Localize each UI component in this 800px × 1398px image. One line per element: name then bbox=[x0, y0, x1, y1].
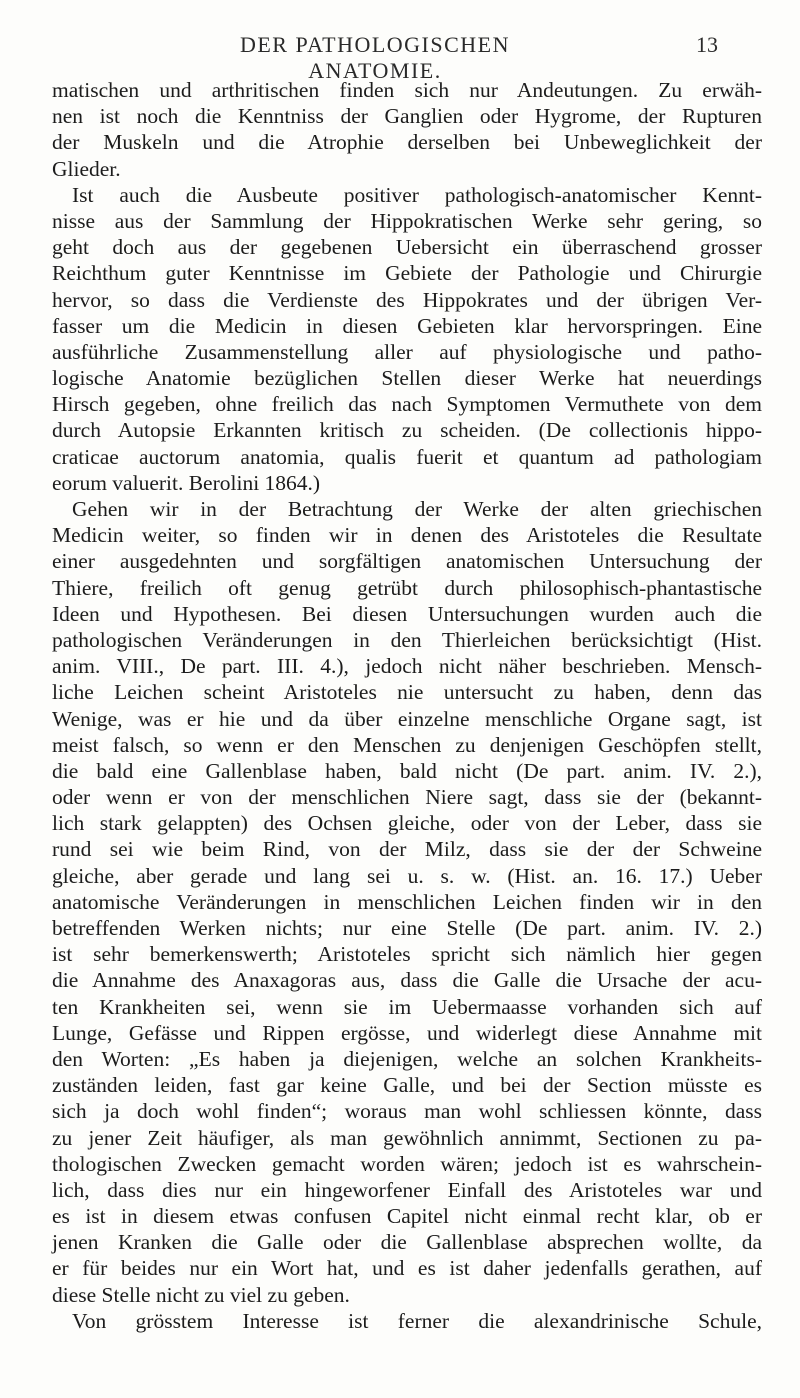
text-line: meist falsch, so wenn er den Menschen zu denjenigen Geschöpfen stellt, bbox=[52, 732, 762, 757]
text-line: der Muskeln und die Atrophie derselben bei Unbeweglichkeit der bbox=[52, 130, 762, 155]
text-line: Glieder. bbox=[52, 156, 121, 181]
text-line: gleiche, aber gerade und lang sei u. s. w. (Hist. an. 16. 17.) Ueber bbox=[52, 863, 762, 888]
text-line: oder wenn er von der menschlichen Niere sagt, dass sie der (bekannt- bbox=[52, 785, 762, 810]
text-line: zu jener Zeit häufiger, als man gewöhnlich annimmt, Sectionen zu pa- bbox=[52, 1125, 762, 1150]
text-line: Reichthum guter Kenntnisse im Gebiete der Pathologie und Chirurgie bbox=[52, 261, 762, 286]
text-line: liche Leichen scheint Aristoteles nie untersucht zu haben, denn das bbox=[52, 680, 762, 705]
text-line: durch Autopsie Erkannten kritisch zu scheiden. (De collectionis hippo- bbox=[52, 418, 762, 443]
text-line: den Worten: „Es haben ja diejenigen, welche an solchen Krankheits- bbox=[52, 1046, 762, 1071]
text-line: die bald eine Gallenblase haben, bald nicht (De part. anim. IV. 2.), bbox=[52, 758, 762, 783]
text-line: craticae auctorum anatomia, qualis fuerit et quantum ad pathologiam bbox=[52, 444, 762, 469]
text-line: Von grösstem Interesse ist ferner die alexandrinische Schule, bbox=[72, 1308, 762, 1333]
text-line: geht doch aus der gegebenen Uebersicht ein überraschend grosser bbox=[52, 235, 762, 260]
text-line: es ist in diesem etwas confusen Capitel nicht einmal recht klar, ob er bbox=[52, 1204, 762, 1229]
text-line: nen ist noch die Kenntniss der Ganglien oder Hygrome, der Rupturen bbox=[52, 104, 762, 129]
text-line: sich ja doch wohl finden“; woraus man wohl schliessen könnte, dass bbox=[52, 1099, 762, 1124]
text-line: anatomische Veränderungen in menschlichen Leichen finden wir in den bbox=[52, 889, 762, 914]
text-line: hervor, so dass die Verdienste des Hippokrates und der übrigen Ver- bbox=[52, 287, 762, 312]
text-line: rund sei wie beim Rind, von der Milz, dass sie der der Schweine bbox=[52, 837, 762, 862]
text-line: nisse aus der Sammlung der Hippokratischen Werke sehr gering, so bbox=[52, 208, 762, 233]
text-line: Thiere, freilich oft genug getrübt durch philosophisch-phantastische bbox=[52, 575, 762, 600]
text-line: diese Stelle nicht zu viel zu geben. bbox=[52, 1282, 350, 1307]
text-line: einer ausgedehnten und sorgfältigen anatomischen Untersuchung der bbox=[52, 549, 762, 574]
text-line: Gehen wir in der Betrachtung der Werke der alten griechischen bbox=[72, 497, 762, 521]
page-number: 13 bbox=[696, 32, 718, 57]
text-line: anim. VIII., De part. III. 4.), jedoch nicht näher beschrieben. Mensch- bbox=[52, 654, 762, 679]
text-line: jenen Kranken die Galle oder die Gallenblase absprechen wollte, da bbox=[52, 1230, 762, 1255]
text-line: Wenige, was er hie und da über einzelne menschliche Organe sagt, ist bbox=[52, 706, 762, 731]
text-line: zuständen leiden, fast gar keine Galle, und bei der Section müsste es bbox=[52, 1073, 762, 1098]
text-line: Lunge, Gefässe und Rippen ergösse, und widerlegt diese Annahme mit bbox=[52, 1020, 762, 1045]
text-line: matischen und arthritischen finden sich nur Andeutungen. Zu erwäh- bbox=[52, 78, 762, 102]
text-line: logische Anatomie bezüglichen Stellen dieser Werke hat neuerdings bbox=[52, 366, 762, 391]
text-line: die Annahme des Anaxagoras aus, dass die Galle die Ursache der acu- bbox=[52, 968, 762, 993]
text-line: pathologischen Veränderungen in den Thierleichen berücksichtigt (Hist. bbox=[52, 627, 762, 652]
text-line: Hirsch gegeben, ohne freilich das nach Symptomen Vermuthete von dem bbox=[52, 392, 762, 417]
text-line: ist sehr bemerkenswerth; Aristoteles spricht sich nämlich hier gegen bbox=[52, 942, 762, 967]
running-head: DER PATHOLOGISCHEN ANATOMIE. bbox=[239, 32, 511, 83]
text-line: fasser um die Medicin in diesen Gebieten klar hervorspringen. Eine bbox=[52, 313, 762, 338]
text-line: ten Krankheiten sei, wenn sie im Uebermaasse vorhanden sich auf bbox=[52, 994, 762, 1019]
body-text bbox=[52, 77, 762, 1334]
text-line: eorum valuerit. Berolini 1864.) bbox=[52, 470, 321, 495]
text-line: Ist auch die Ausbeute positiver pathologisch-anatomischer Kennt- bbox=[72, 182, 762, 207]
text-line: thologischen Zwecken gemacht worden wären; jedoch ist es wahrschein- bbox=[52, 1151, 762, 1176]
text-line: lich, dass dies nur ein hingeworfener Einfall des Aristoteles war und bbox=[52, 1177, 762, 1202]
text-line: Medicin weiter, so finden wir in denen des Aristoteles die Resultate bbox=[52, 523, 762, 548]
text-line: er für beides nur ein Wort hat, und es ist daher jedenfalls gerathen, auf bbox=[52, 1256, 762, 1281]
text-line: ausführliche Zusammenstellung aller auf physiologische und patho- bbox=[52, 339, 762, 364]
text-line: betreffenden Werken nichts; nur eine Stelle (De part. anim. IV. 2.) bbox=[52, 916, 762, 940]
text-line: Ideen und Hypothesen. Bei diesen Untersuchungen wurden auch die bbox=[52, 601, 762, 626]
text-line: lich stark gelappten) des Ochsen gleiche, oder von der Leber, dass sie bbox=[52, 811, 762, 836]
